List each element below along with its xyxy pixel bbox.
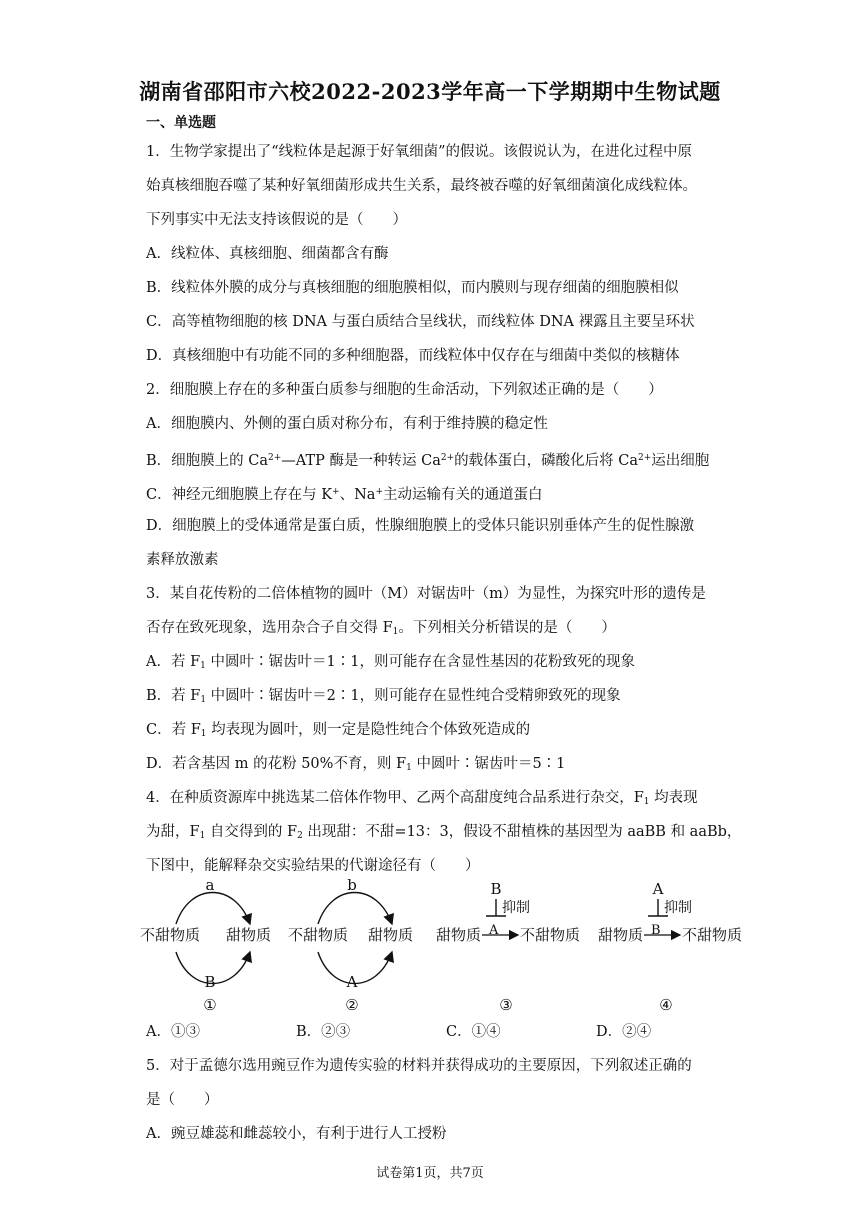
question-4-option-d: D．②④ [596, 1024, 652, 1040]
diagram-4-number: ④ [659, 996, 673, 1014]
question-4-line-1: 4．在种质资源库中挑选某二倍体作物甲、乙两个高甜度纯合品系进行杂交，$F_1$ 均表现 [146, 790, 698, 807]
diagram-2-enzyme-bottom: A [346, 973, 358, 991]
question-3-line-1: 3．某自花传粉的二倍体植物的圆叶（M）对锯齿叶（m）为显性，为探究叶形的遗传是 [146, 586, 706, 602]
diagram-4-inhibitor: A [652, 880, 664, 898]
diagram-1-number: ① [203, 996, 217, 1014]
question-5-line-2: 是（ ） [146, 1092, 219, 1108]
question-5-line-1: 5．对于孟德尔选用豌豆作为遗传实验的材料并获得成功的主要原因，下列叙述正确的 [146, 1058, 692, 1074]
diagram-2-enzyme-top: b [347, 876, 357, 894]
question-1-option-a: A．线粒体、真核细胞、细菌都含有酶 [146, 246, 389, 262]
question-2-option-d-line-1: D．细胞膜上的受体通常是蛋白质，性腺细胞膜上的受体只能识别垂体产生的促性腺激 [146, 518, 695, 534]
pathway-diagram-4 [598, 880, 742, 1014]
diagram-2-right-substance: 甜物质 [368, 926, 414, 944]
question-1-line-3: 下列事实中无法支持该假说的是（ ） [146, 212, 407, 228]
question-3-option-c: C．若 $F_1$ 均表现为圆叶，则一定是隐性纯合个体致死造成的 [146, 722, 531, 739]
question-5-option-a: A．豌豆雄蕊和雌蕊较小，有利于进行人工授粉 [146, 1126, 447, 1142]
diagram-1-enzyme-bottom: B [204, 973, 216, 991]
question-3-line-2: 否存在致死现象，选用杂合子自交得 $F_1$。下列相关分析错误的是（ ） [146, 620, 616, 637]
question-2-option-c: C．神经元细胞膜上存在与 K+、Na+主动运输有关的通道蛋白 [146, 487, 543, 503]
diagram-3-enzyme: A [489, 923, 499, 938]
diagram-4-enzyme: B [651, 923, 661, 938]
diagram-2-number: ② [345, 996, 359, 1014]
diagram-4-inhibit-label: 抑制 [664, 900, 692, 916]
question-1-option-c: C．高等植物细胞的核 DNA 与蛋白质结合呈线状，而线粒体 DNA 裸露且主要呈环状 [146, 314, 695, 330]
question-4-option-a: A．①③ [146, 1024, 200, 1040]
question-1-line-2: 始真核细胞吞噬了某种好氧细菌形成共生关系，最终被吞噬的好氧细菌演化成线粒体。 [146, 178, 697, 194]
diagram-3-number: ③ [499, 996, 513, 1014]
diagram-4-right-substance: 不甜物质 [682, 926, 743, 944]
question-4-line-3: 下图中，能解释杂交实验结果的代谢途径有（ ） [146, 858, 480, 874]
page-footer: 试卷第1页，共7页 [376, 1166, 484, 1181]
question-3-option-b: B．若 $F_1$ 中圆叶∶锯齿叶＝2∶1，则可能存在显性纯合受精卵致死的现象 [146, 688, 621, 705]
pathway-diagram-2 [288, 876, 413, 1014]
diagram-3-inhibitor: B [490, 880, 502, 898]
diagram-1-right-substance: 甜物质 [226, 926, 272, 944]
pathway-diagram-3 [436, 880, 580, 1014]
question-2-line-1: 2．细胞膜上存在的多种蛋白质参与细胞的生命活动，下列叙述正确的是（ ） [146, 382, 663, 398]
section-heading: 一、单选题 [146, 115, 216, 131]
question-4-option-b: B．②③ [296, 1024, 351, 1040]
metabolic-pathway-diagram [140, 872, 760, 1022]
diagram-1-enzyme-top: a [205, 876, 215, 894]
question-3-option-d: D．若含基因 m 的花粉 50%不育，则 $F_1$ 中圆叶∶锯齿叶＝5∶1 [146, 756, 566, 773]
question-3-option-a: A．若 $F_1$ 中圆叶∶锯齿叶＝1∶1，则可能存在含显性基因的花粉致死的现象 [146, 654, 635, 671]
pathway-diagram-1 [140, 876, 271, 1014]
question-1-line-1: 1．生物学家提出了“线粒体是起源于好氧细菌”的假说。该假说认为，在进化过程中原 [146, 144, 693, 160]
diagram-1-left-substance: 不甜物质 [140, 926, 201, 944]
question-1-option-b: B．线粒体外膜的成分与真核细胞的细胞膜相似，而内膜则与现存细菌的细胞膜相似 [146, 280, 679, 296]
diagram-2-left-substance: 不甜物质 [288, 926, 349, 944]
question-2-option-b: B．细胞膜上的 $Ca^{2+}—ATP$ 酶是一种转运 $Ca^{2+}$的载体蛋白，磷酸化后将 $Ca^{2+}$运出细胞 [146, 453, 710, 469]
diagram-3-left-substance: 甜物质 [436, 926, 482, 944]
question-2-option-a: A．细胞膜内、外侧的蛋白质对称分布，有利于维持膜的稳定性 [146, 416, 548, 432]
diagram-3-inhibit-label: 抑制 [502, 900, 530, 916]
diagram-3-right-substance: 不甜物质 [520, 926, 581, 944]
question-4-option-c: C．①④ [446, 1024, 501, 1040]
diagram-4-left-substance: 甜物质 [598, 926, 644, 944]
question-2-option-d-line-2: 素释放激素 [146, 552, 219, 568]
question-1-option-d: D．真核细胞中有功能不同的多种细胞器，而线粒体中仅存在与细菌中类似的核糖体 [146, 348, 680, 364]
question-4-line-2: 为甜，$F_1$ 自交得到的 $F_2$ 出现甜：不甜=13：3，假设不甜植株的基因型为 aaBB 和 aaBb， [146, 824, 742, 841]
page-title: 湖南省邵阳市六校2022-2023学年高一下学期期中生物试题 [139, 79, 721, 104]
